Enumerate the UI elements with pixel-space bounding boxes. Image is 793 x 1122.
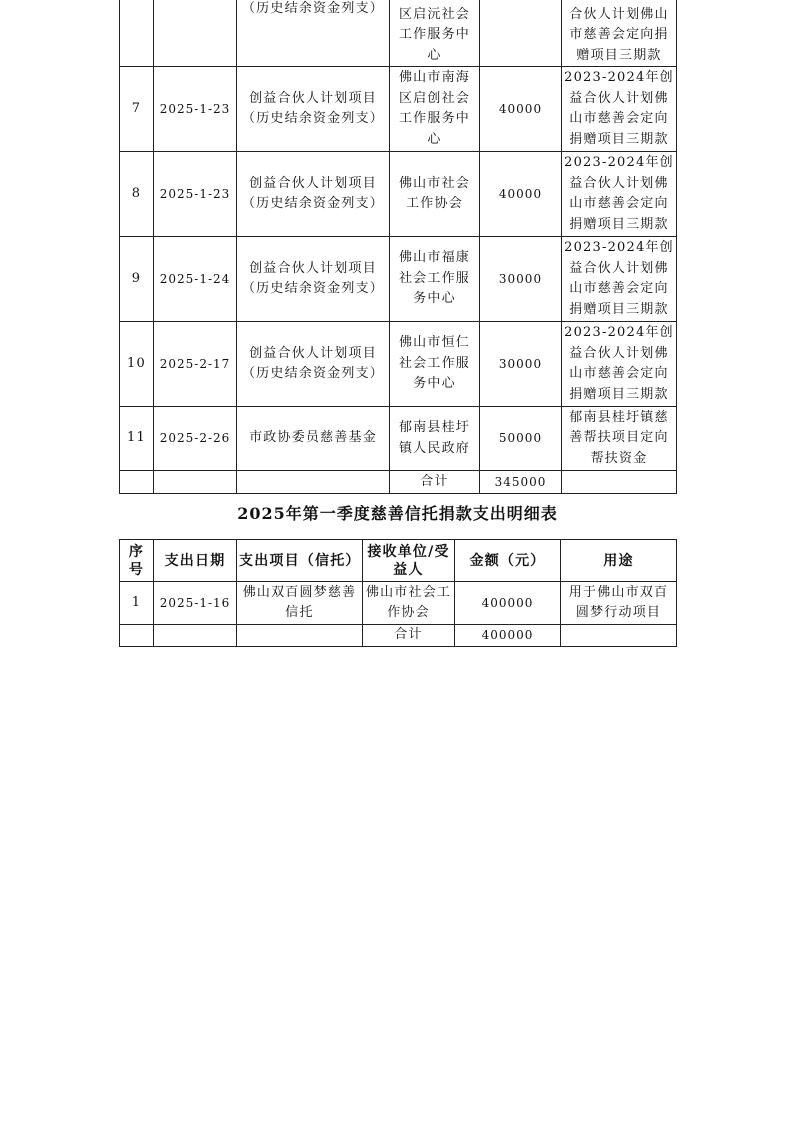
header-unit: 接收单位/受益人 [363, 540, 455, 582]
trust-expense-table [119, 539, 677, 647]
header-amount: 金额（元） [455, 540, 561, 582]
row-number: 8 [120, 152, 154, 237]
total-label: 合计 [363, 625, 455, 647]
recipient-unit: 佛山市恒仁社会工作服务中心 [390, 322, 480, 407]
expense-project: 创益合伙人计划项目（历史结余资金列支） [237, 67, 390, 152]
amount [480, 0, 562, 67]
header-no: 序号 [120, 540, 154, 582]
expense-project: 创益合伙人计划项目（历史结余资金列支） [237, 237, 390, 322]
table-row [120, 582, 677, 625]
expense-date: 2025-1-24 [154, 237, 237, 322]
table-row [120, 152, 677, 237]
amount: 40000 [480, 152, 562, 237]
empty-cell [237, 625, 363, 647]
recipient-unit: 佛山市南海区启创社会工作服务中心 [390, 67, 480, 152]
purpose: 用于佛山市双百圆梦行动项目 [561, 582, 677, 625]
empty-cell [120, 471, 154, 494]
expense-date: 2025-2-26 [154, 407, 237, 471]
header-project: 支出项目（信托） [237, 540, 363, 582]
table-row [120, 322, 677, 407]
row-number: 10 [120, 322, 154, 407]
row-number: 7 [120, 67, 154, 152]
expense-project: 佛山双百圆梦慈善信托 [237, 582, 363, 625]
empty-cell [154, 625, 237, 647]
amount: 30000 [480, 237, 562, 322]
total-amount: 400000 [455, 625, 561, 647]
row-number: 1 [120, 582, 154, 625]
empty-cell [154, 471, 237, 494]
amount: 400000 [455, 582, 561, 625]
purpose: 2023-2024年创益合伙人计划佛山市慈善会定向捐赠项目三期款 [562, 152, 677, 237]
amount: 30000 [480, 322, 562, 407]
amount: 40000 [480, 67, 562, 152]
table-row [120, 67, 677, 152]
expense-date: 2025-1-23 [154, 152, 237, 237]
expense-date [154, 0, 237, 67]
row-number: 9 [120, 237, 154, 322]
purpose: 2023-2024年创益合伙人计划佛山市慈善会定向捐赠项目三期款 [562, 237, 677, 322]
table-row [120, 237, 677, 322]
empty-cell [562, 471, 677, 494]
amount: 50000 [480, 407, 562, 471]
total-label: 合计 [390, 471, 480, 494]
expense-date: 2025-1-23 [154, 67, 237, 152]
expense-project: 创益合伙人计划项目（历史结余资金列支） [237, 152, 390, 237]
total-amount: 345000 [480, 471, 562, 494]
row-number: 11 [120, 407, 154, 471]
trust-expense-table-title: 2025年第一季度慈善信托捐款支出明细表 [237, 504, 558, 523]
donation-expense-table-continued [119, 0, 677, 494]
recipient-unit: 郁南县桂圩镇人民政府 [390, 407, 480, 471]
expense-date: 2025-1-16 [154, 582, 237, 625]
expense-project: 创益合伙人计划项目（历史结余资金列支） [237, 322, 390, 407]
header-date: 支出日期 [154, 540, 237, 582]
purpose: 2023-2024年创益合伙人计划佛山市慈善会定向捐赠项目三期款 [562, 67, 677, 152]
total-row [120, 471, 677, 494]
recipient-unit: 佛山市社会工作协会 [390, 152, 480, 237]
expense-date: 2025-2-17 [154, 322, 237, 407]
purpose: 合伙人计划佛山市慈善会定向捐赠项目三期款 [562, 0, 677, 67]
table-row [120, 407, 677, 471]
purpose: 郁南县桂圩镇慈善帮扶项目定向帮扶资金 [562, 407, 677, 471]
empty-cell [120, 625, 154, 647]
recipient-unit: 佛山市福康社会工作服务中心 [390, 237, 480, 322]
header-row [120, 540, 677, 582]
recipient-unit: 佛山市社会工作协会 [363, 582, 455, 625]
row-number [120, 0, 154, 67]
purpose: 2023-2024年创益合伙人计划佛山市慈善会定向捐赠项目三期款 [562, 322, 677, 407]
recipient-unit: 区启沅社会工作服务中心 [390, 0, 480, 67]
empty-cell [237, 471, 390, 494]
expense-project: 市政协委员慈善基金 [237, 407, 390, 471]
expense-project: （历史结余资金列支） [237, 0, 390, 67]
total-row [120, 625, 677, 647]
table-row [120, 0, 677, 67]
empty-cell [561, 625, 677, 647]
header-purpose: 用途 [561, 540, 677, 582]
